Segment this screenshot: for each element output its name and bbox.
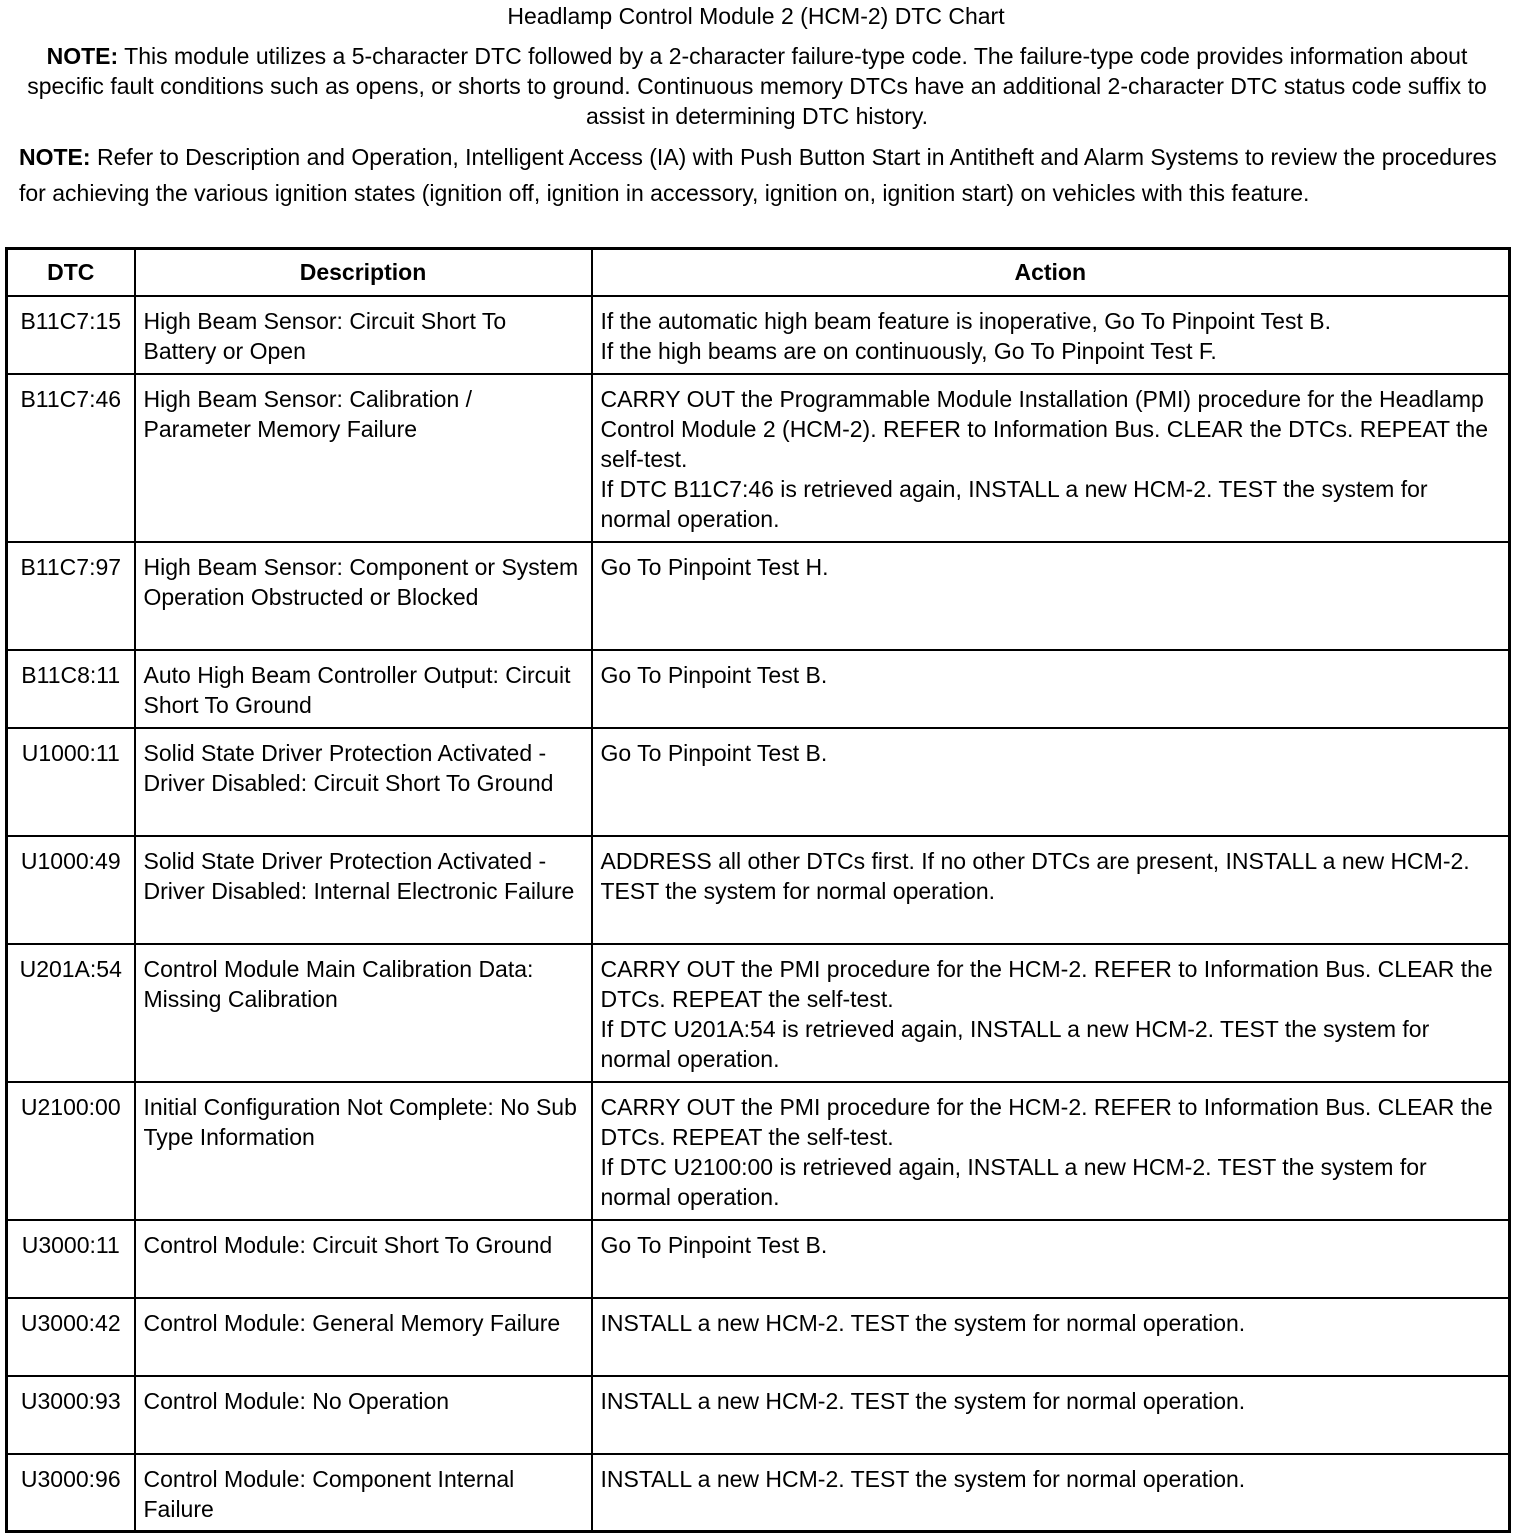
dtc-description: Solid State Driver Protection Activated - Driver Disabled: Circuit Short To Ground [135,728,592,836]
dtc-action [592,1454,1510,1532]
table-row [7,728,1510,836]
table-row [7,836,1510,944]
table-row [7,1376,1510,1454]
action-line: Go To Pinpoint Test B. [600,661,828,688]
dtc-code: U1000:49 [7,836,135,944]
action-line: Go To Pinpoint Test B. [600,1231,828,1258]
dtc-action [592,296,1510,374]
table-row [7,1220,1510,1298]
table-row [7,944,1510,1082]
dtc-action [592,944,1510,1082]
dtc-code: U3000:96 [7,1454,135,1532]
dtc-action [592,836,1510,944]
dtc-action [592,1298,1510,1376]
dtc-code: U2100:00 [7,1082,135,1220]
dtc-action [592,650,1510,728]
dtc-code: B11C7:15 [7,296,135,374]
dtc-code: U3000:93 [7,1376,135,1454]
dtc-description: Solid State Driver Protection Activated - Driver Disabled: Internal Electronic Failure [135,836,592,944]
table-row [7,296,1510,374]
dtc-action [592,1220,1510,1298]
action-line: INSTALL a new HCM-2. TEST the system for normal operation. [600,1387,1246,1414]
table-row [7,542,1510,650]
table-row [7,650,1510,728]
dtc-code: U3000:42 [7,1298,135,1376]
table-row [7,374,1510,542]
note-text: This module utilizes a 5-character DTC followed by a 2-character failure-type code. The failure-type code provides information about specific fault conditions such as opens, or shorts to ground. Continuous memory DTCs have an additional 2-character DTC status code suffix to assist in determining DTC history. [27,43,1487,129]
note-module-dtc-format [14,41,1500,131]
dtc-action [592,374,1510,542]
dtc-code: U3000:11 [7,1220,135,1298]
action-line: If DTC B11C7:46 is retrieved again, INSTALL a new HCM-2. TEST the system for normal operation. [600,475,1428,532]
note-label: NOTE: [19,144,91,170]
table-header-row [7,249,1510,296]
table-row [7,1082,1510,1220]
action-line: INSTALL a new HCM-2. TEST the system for normal operation. [600,1309,1246,1336]
dtc-description: Control Module: Circuit Short To Ground [135,1220,592,1298]
dtc-description: High Beam Sensor: Component or System Operation Obstructed or Blocked [135,542,592,650]
column-header-description: Description [135,249,592,296]
action-line: ADDRESS all other DTCs first. If no other DTCs are present, INSTALL a new HCM-2. TEST the system for normal operation. [600,847,1470,904]
dtc-code: U1000:11 [7,728,135,836]
dtc-action [592,542,1510,650]
action-line: If DTC U2100:00 is retrieved again, INSTALL a new HCM-2. TEST the system for normal operation. [600,1153,1427,1210]
table-row [7,1454,1510,1532]
dtc-action [592,1376,1510,1454]
dtc-description: High Beam Sensor: Circuit Short To Battery or Open [135,296,592,374]
action-line: Go To Pinpoint Test H. [600,553,829,580]
dtc-description: Control Module Main Calibration Data: Missing Calibration [135,944,592,1082]
action-line: CARRY OUT the PMI procedure for the HCM-2. REFER to Information Bus. CLEAR the DTCs. REPEAT the self-test. [600,955,1493,1012]
dtc-description: Control Module: General Memory Failure [135,1298,592,1376]
note-ignition-states [19,139,1509,211]
dtc-code: B11C8:11 [7,650,135,728]
table-row [7,1298,1510,1376]
column-header-action: Action [592,249,1510,296]
note-text: Refer to Description and Operation, Intelligent Access (IA) with Push Button Start in Antitheft and Alarm Systems to review the procedures for achieving the various ignition states (ignition off, ignition in accessory, ignition on, ignition start) on vehicles with this feature. [19,144,1497,206]
action-line: If DTC U201A:54 is retrieved again, INSTALL a new HCM-2. TEST the system for normal operation. [600,1015,1430,1072]
action-line: If the high beams are on continuously, Go To Pinpoint Test F. [600,337,1217,364]
action-line: Go To Pinpoint Test B. [600,739,828,766]
dtc-description: Initial Configuration Not Complete: No Sub Type Information [135,1082,592,1220]
action-line: INSTALL a new HCM-2. TEST the system for normal operation. [600,1465,1246,1492]
column-header-dtc: DTC [7,249,135,296]
action-line: If the automatic high beam feature is inoperative, Go To Pinpoint Test B. [600,307,1331,334]
note-label: NOTE: [46,43,119,69]
dtc-action [592,728,1510,836]
dtc-code: U201A:54 [7,944,135,1082]
dtc-description: Auto High Beam Controller Output: Circuit Short To Ground [135,650,592,728]
dtc-description: Control Module: No Operation [135,1376,592,1454]
dtc-description: Control Module: Component Internal Failure [135,1454,592,1532]
action-line: CARRY OUT the PMI procedure for the HCM-2. REFER to Information Bus. CLEAR the DTCs. REPEAT the self-test. [600,1093,1493,1150]
dtc-action [592,1082,1510,1220]
page-title: Headlamp Control Module 2 (HCM-2) DTC Chart [507,3,1005,29]
dtc-description: High Beam Sensor: Calibration / Parameter Memory Failure [135,374,592,542]
dtc-code: B11C7:97 [7,542,135,650]
dtc-code: B11C7:46 [7,374,135,542]
dtc-table [5,247,1511,1533]
action-line: CARRY OUT the Programmable Module Installation (PMI) procedure for the Headlamp Control Module 2 (HCM-2). REFER to Information Bus. CLEAR the DTCs. REPEAT the self-test. [600,385,1488,472]
